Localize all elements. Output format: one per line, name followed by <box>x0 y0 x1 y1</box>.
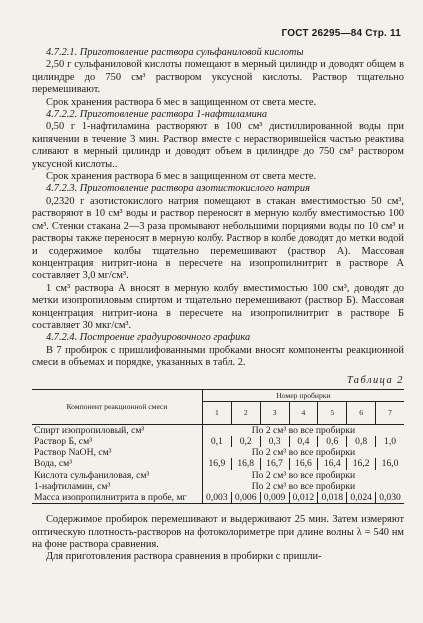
cell-value: 0,2 <box>231 436 260 447</box>
section-4722-paragraph-2: Срок хранения раствора 6 мес в защищенном от света месте. <box>46 171 317 183</box>
tube-number: 1 <box>202 401 231 424</box>
table-row <box>32 436 404 447</box>
cell-value: 0,009 <box>260 492 289 504</box>
tube-number: 6 <box>347 401 376 424</box>
tail-paragraph-1: Содержимое пробирок перемешивают и выдерживают 25 мин. Затем измеряют оптическую плотность-растворов на фотоколориметре при длине волны λ = 540 нм на фоне раствора сравнения. <box>32 514 404 550</box>
cell-value: 0,8 <box>347 436 376 447</box>
row-label: Раствор Б, см³ <box>34 435 93 447</box>
tube-number: 4 <box>289 401 318 424</box>
row-label: Спирт изопропиловый, см³ <box>34 424 145 436</box>
section-4723-paragraph-2: 1 см³ раствора А вносят в мерную колбу вместимостью 100 см³, доводят до метки изопропиловым спиртом и тщательно перемешивают (раствор Б). Массовая концентрация нитрит-иона в пересчете на изопропилнитрит в растворе Б составляет 30 мкг/см³. <box>32 282 404 331</box>
cell-value: 16,4 <box>318 458 347 469</box>
section-4721-paragraph-2: Срок хранения раствора 6 мес в защищенном от света месте. <box>46 96 317 108</box>
row-label: Масса изопропилнитрита в пробе, мг <box>34 491 187 503</box>
document-body <box>32 47 404 564</box>
cell-value: 0,4 <box>289 436 318 447</box>
row-label: Кислота сульфаниловая, см³ <box>34 469 150 481</box>
cell-value: 0,006 <box>231 492 260 504</box>
cell-value: 16,9 <box>202 458 231 469</box>
cell-value: 0,018 <box>318 492 347 504</box>
section-4724-paragraph-1: В 7 пробирок с пришлифованными пробками вносят компоненты реакционной смеси в объемах и порядке, указанных в табл. 2. <box>32 344 404 369</box>
cell-value: 16,7 <box>260 458 289 469</box>
tube-number: 3 <box>260 401 289 424</box>
section-4724-title: 4.7.2.4. Построение градуировочного графика <box>46 332 251 344</box>
table-caption: Таблица 2 <box>346 374 404 386</box>
cell-value: 0,003 <box>202 492 231 504</box>
cell-value: 1,0 <box>376 436 404 447</box>
table-row <box>32 492 404 504</box>
cell-value: 16,2 <box>347 458 376 469</box>
cell-value: 16,6 <box>289 458 318 469</box>
cell-value: 0,1 <box>202 436 231 447</box>
tube-number: 5 <box>318 401 347 424</box>
section-4721-title: 4.7.2.1. Приготовление раствора сульфаниловой кислоты <box>46 47 304 58</box>
table-body <box>32 424 404 503</box>
section-4722-title: 4.7.2.2. Приготовление раствора 1-нафтиламина <box>46 109 268 121</box>
row-label: Вода, см³ <box>34 458 73 470</box>
tube-number: 7 <box>376 401 404 424</box>
table-row <box>32 424 404 436</box>
table-header-component: Компонент реакционной смеси <box>32 389 202 424</box>
row-span-value: По 2 см³ во все пробирки <box>202 424 404 436</box>
reagent-table <box>32 389 404 505</box>
row-label: 1-нафтиламин, см³ <box>34 480 111 492</box>
row-span-value: По 2 см³ во все пробирки <box>202 470 404 481</box>
row-label: Раствор NaOH, см³ <box>34 447 112 459</box>
cell-value: 0,030 <box>376 492 404 504</box>
table-row <box>32 470 404 481</box>
tail-paragraph-2: Для приготовления раствора сравнения в пробирки с пришли- <box>46 551 322 563</box>
tube-number: 2 <box>231 401 260 424</box>
cell-value: 0,6 <box>318 436 347 447</box>
section-4723-title: 4.7.2.3. Приготовление раствора азотистокислого натрия <box>46 183 310 195</box>
table-row <box>32 481 404 492</box>
table-row <box>32 458 404 469</box>
cell-value: 0,012 <box>289 492 318 504</box>
section-4721-paragraph-1: 2,50 г сульфаниловой кислоты помещают в мерный цилиндр и доводят общем в цилиндре до 750 см³ раствором уксусной кислоты. Раствор тщательно перемешивают. <box>32 59 404 96</box>
table-row <box>32 447 404 458</box>
row-span-value: По 2 см³ во все пробирки <box>202 447 404 458</box>
cell-value: 16,8 <box>231 458 260 469</box>
table-header-tubes: Номер пробирки <box>202 389 404 401</box>
section-4723-paragraph-1: 0,2320 г азотистокислого натрия помещают в стакан вместимостью 50 см³, растворяют в 10 см³ воды и раствор переносят в мерную колбу вместимостью 100 см³. Стенки стакана 2—3 раза промывают небольшими порциями воды по 10 см³ и растворы также переносят в мерную колбу. Раствор в колбе доводят до метки водой и содержимое колбы тщательно перемешивают (раствор А). Массовая концентрация нитрит-иона в пересчете на изопропилнитрит в растворе А составляет 3,0 мг/см³. <box>32 195 404 282</box>
section-4722-paragraph-1: 0,50 г 1-нафтиламина растворяют в 100 см³ дистиллированной воды при кипячении в течение 3 мин. Раствор вместе с нерастворившейся частью реактива сливают в мерный цилиндр и доводят объем в цилиндре до 750 см³ раствором уксусной кислоты.. <box>32 121 404 170</box>
cell-value: 0,024 <box>347 492 376 504</box>
cell-value: 16,0 <box>376 458 404 469</box>
cell-value: 0,3 <box>260 436 289 447</box>
page-header: ГОСТ 26295—84 Стр. 11 <box>281 28 401 39</box>
row-span-value: По 2 см³ во все пробирки <box>202 481 404 492</box>
